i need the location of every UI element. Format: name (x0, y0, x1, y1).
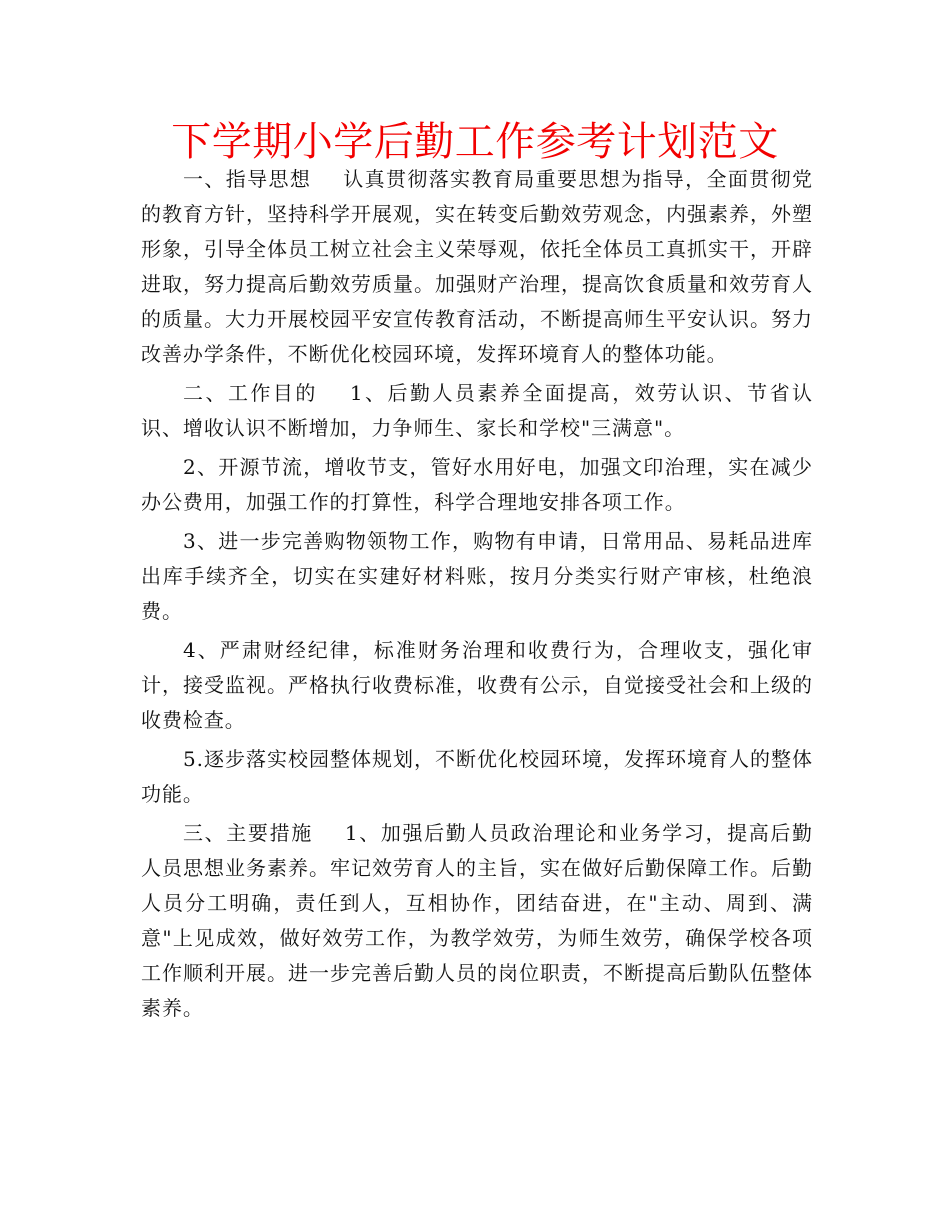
paragraph-text: 5.逐步落实校园整体规划，不断优化校园环境，发挥环境育人的整体功能。 (141, 747, 813, 806)
list-paragraph (141, 633, 813, 738)
paragraph-text: 2、开源节流，增收节支，管好水用好电，加强文印治理，实在减少办公费用，加强工作的打算性，科学合理地安排各项工作。 (141, 455, 813, 514)
paragraph-text: 4、严肃财经纪律，标准财务治理和收费行为，合理收支，强化审计，接受监视。严格执行收费标准，收费有公示，自觉接受社会和上级的收费检查。 (141, 638, 813, 732)
document-title: 下学期小学后勤工作参考计划范文 (171, 119, 779, 165)
list-paragraph (141, 742, 813, 812)
paragraph-text: 认真贯彻落实教育局重要思想为指导，全面贯彻党的教育方针，坚持科学开展观，实在转变后勤效劳观念，内强素养，外塑形象，引导全体员工树立社会主义荣辱观，依托全体员工真抓实干，开辟进取，努力提高后勤效劳质量。加强财产治理，提高饮食质量和效劳育人的质量。大力开展校园平安宣传教育活动，不断提高师生平安认识。努力改善办学条件，不断优化校园环境，发挥环境育人的整体功能。 (141, 167, 813, 366)
section-paragraph (141, 376, 813, 446)
list-paragraph (141, 524, 813, 629)
section-heading: 二、工作目的 (183, 381, 318, 405)
section-paragraph (141, 162, 813, 372)
document-body (141, 162, 813, 1026)
paragraph-text: 3、进一步完善购物领物工作，购物有申请，日常用品、易耗品进库出库手续齐全，切实在实建好材料账，按月分类实行财产审核，杜绝浪费。 (141, 529, 813, 623)
paragraph-text: 1、加强后勤人员政治理论和业务学习，提高后勤人员思想业务素养。牢记效劳育人的主旨，实在做好后勤保障工作。后勤人员分工明确，责任到人，互相协作，团结奋进，在"主动、周到、满意"上见成效，做好效劳工作，为教学效劳，为师生效劳，确保学校各项工作顺利开展。进一步完善后勤人员的岗位职责，不断提高后勤队伍整体素养。 (141, 821, 814, 1020)
list-paragraph (141, 450, 813, 520)
paragraph-text: 1、后勤人员素养全面提高，效劳认识、节省认识、增收认识不断增加，力争师生、家长和学校"三满意"。 (141, 381, 813, 440)
section-heading: 三、主要措施 (183, 821, 313, 845)
section-heading: 一、指导思想 (183, 167, 312, 191)
section-paragraph (141, 816, 813, 1026)
